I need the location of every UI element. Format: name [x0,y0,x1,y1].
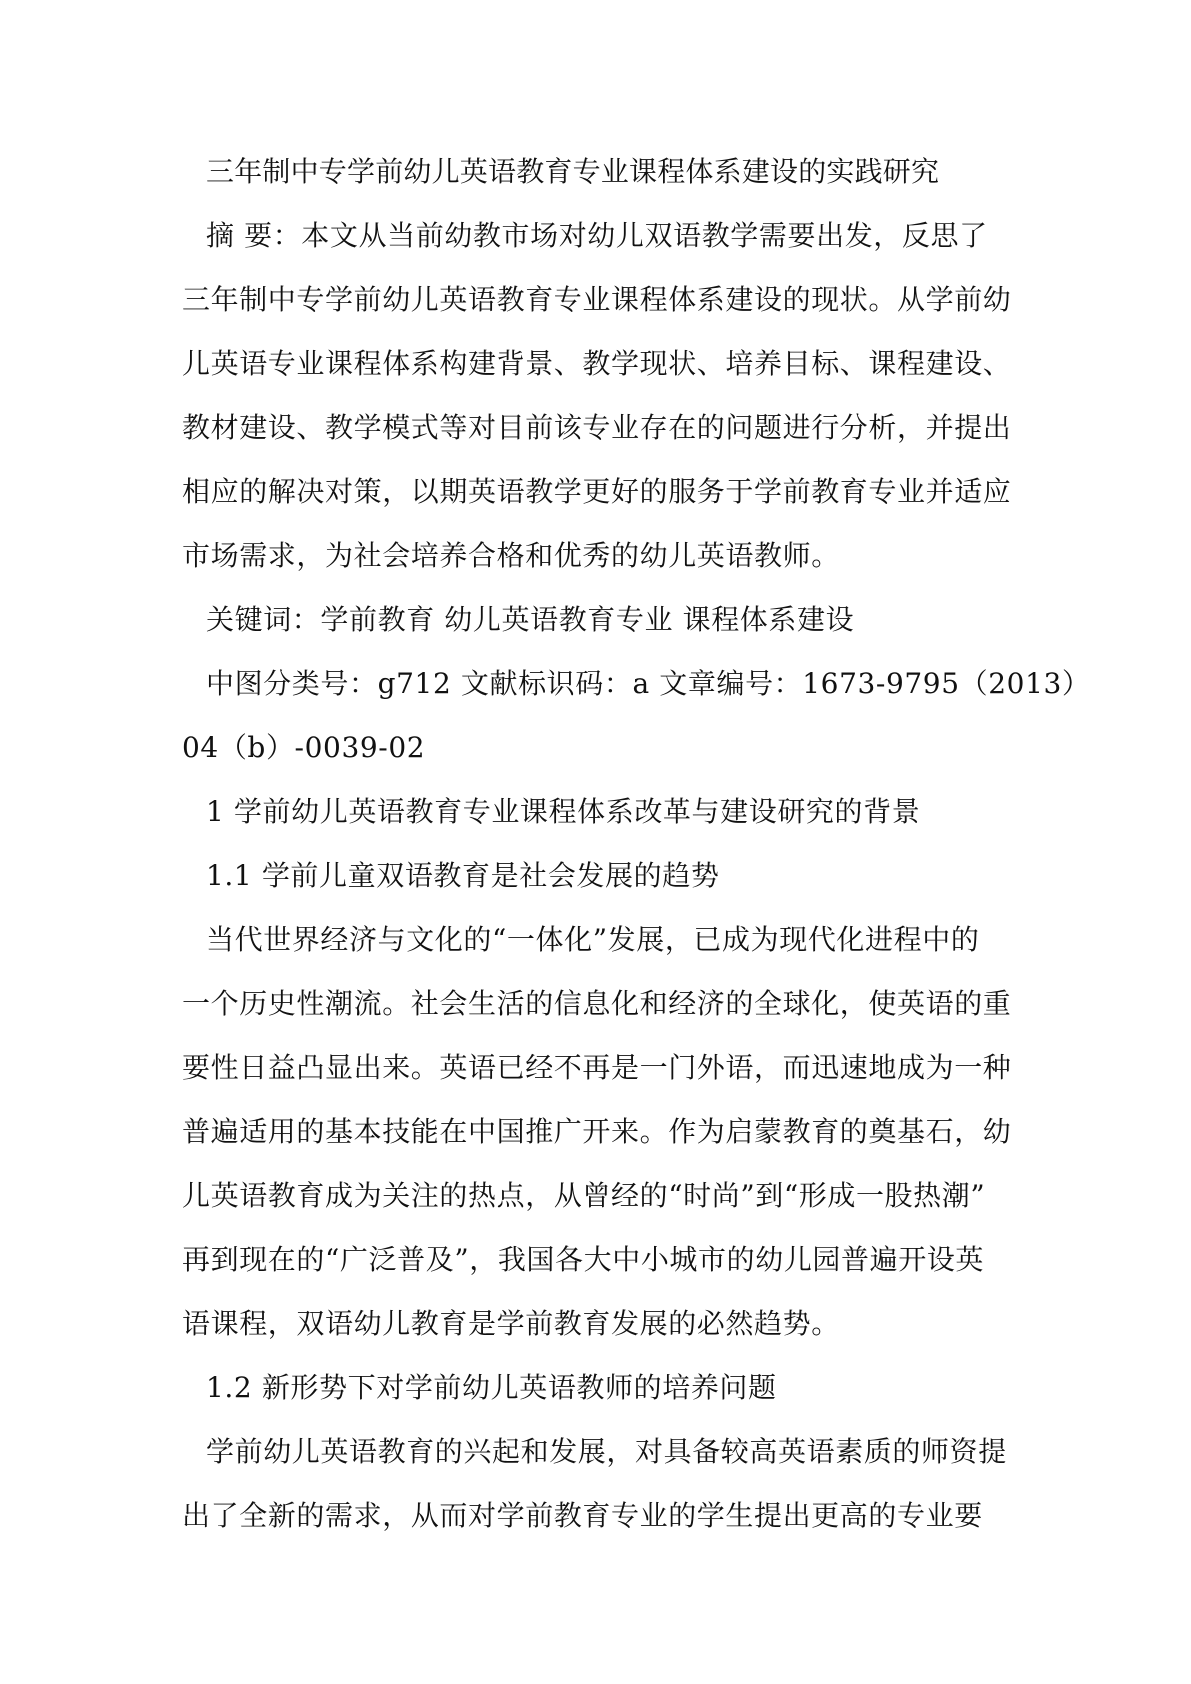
text-line: 儿英语教育成为关注的热点，从曾经的“时尚”到“形成一股热潮” [182,1179,986,1212]
text-line: 儿英语专业课程体系构建背景、教学现状、培养目标、课程建设、 [182,347,1012,380]
text-line: 要性日益凸显出来。英语已经不再是一门外语，而迅速地成为一种 [182,1051,1012,1084]
text-line: 学前幼儿英语教育的兴起和发展，对具备较高英语素质的师资提 [206,1435,1007,1468]
text-line: 再到现在的“广泛普及”，我国各大中小城市的幼儿园普遍开设英 [182,1243,985,1276]
text-line: 相应的解决对策，以期英语教学更好的服务于学前教育专业并适应 [182,475,1012,508]
text-line: 教材建设、教学模式等对目前该专业存在的问题进行分析，并提出 [182,411,1012,444]
text-line: 04（b）-0039-02 [182,731,426,764]
text-line: 普遍适用的基本技能在中国推广开来。作为启蒙教育的奠基石，幼 [182,1115,1012,1148]
text-line: 出了全新的需求，从而对学前教育专业的学生提出更高的专业要 [182,1499,983,1532]
document-title: 三年制中专学前幼儿英语教育专业课程体系建设的实践研究 [206,155,940,188]
text-line: 一个历史性潮流。社会生活的信息化和经济的全球化，使英语的重 [182,987,1012,1020]
text-line: 语课程，双语幼儿教育是学前教育发展的必然趋势。 [182,1307,840,1340]
text-line: 关键词：学前教育 幼儿英语教育专业 课程体系建设 [206,603,855,636]
text-line: 三年制中专学前幼儿英语教育专业课程体系建设的现状。从学前幼 [182,283,1012,316]
text-line: 1.2 新形势下对学前幼儿英语教师的培养问题 [206,1371,777,1404]
text-line: 中图分类号：g712 文献标识码：a 文章编号：1673-9795（2013） [206,667,1091,700]
text-line: 1.1 学前儿童双语教育是社会发展的趋势 [206,859,720,892]
text-line: 1 学前幼儿英语教育专业课程体系改革与建设研究的背景 [206,795,921,828]
document-body [182,204,1091,1548]
document-page [182,140,1091,1548]
text-line: 当代世界经济与文化的“一体化”发展，已成为现代化进程中的 [206,923,980,956]
text-line: 市场需求，为社会培养合格和优秀的幼儿英语教师。 [182,539,840,572]
text-line: 摘 要：本文从当前幼教市场对幼儿双语教学需要出发，反思了 [206,219,988,252]
